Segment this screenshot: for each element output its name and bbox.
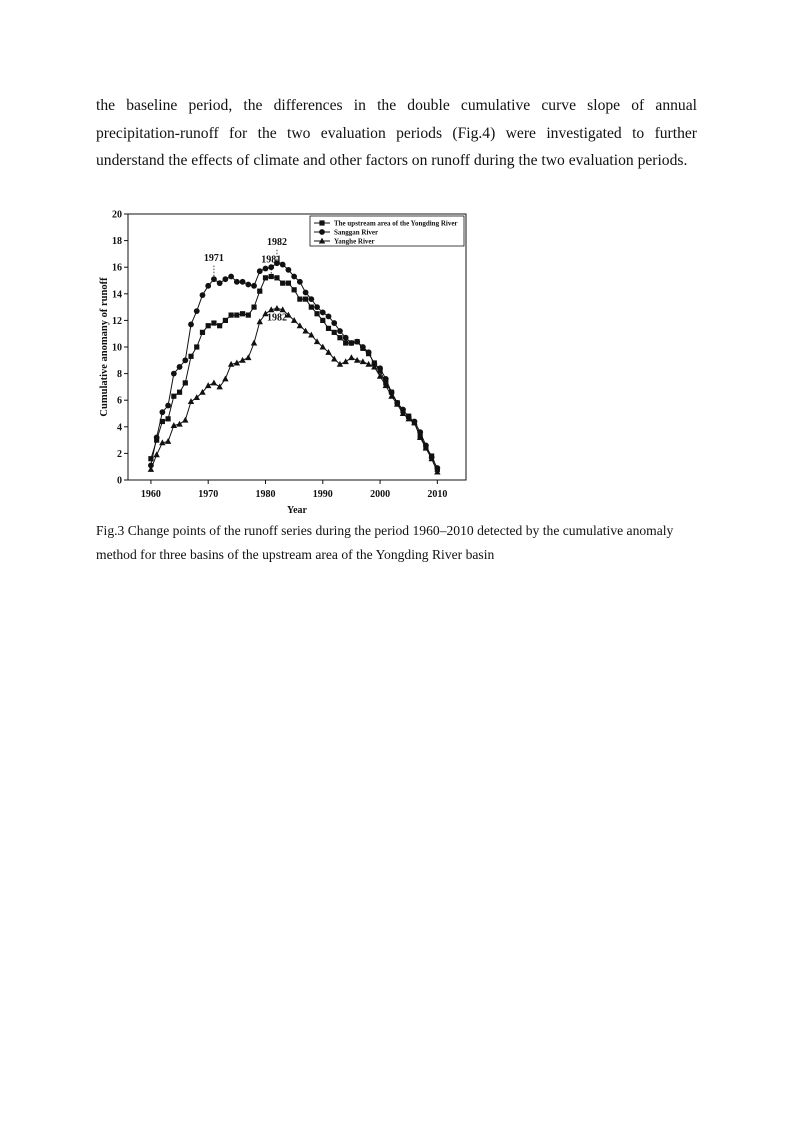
y-tick-label: 20 (112, 209, 122, 221)
data-point (194, 344, 199, 349)
y-tick-label: 14 (112, 289, 122, 301)
y-tick-label: 6 (117, 395, 122, 407)
data-point (303, 297, 308, 302)
data-point (360, 344, 366, 350)
data-point (257, 289, 262, 294)
data-point (251, 340, 257, 346)
data-point (263, 275, 268, 280)
annotation-label: 1982 (266, 312, 287, 324)
data-point (183, 380, 188, 385)
legend-marker (319, 229, 325, 235)
x-axis-label: Year (287, 505, 307, 514)
data-point (171, 394, 176, 399)
data-point (240, 311, 245, 316)
data-point (263, 266, 269, 272)
data-point (217, 280, 223, 286)
plot-frame (128, 214, 466, 480)
data-point (165, 438, 171, 444)
data-point (274, 275, 279, 280)
data-point (366, 349, 372, 355)
x-tick-label: 2000 (370, 489, 391, 500)
x-tick-label: 1960 (140, 489, 161, 500)
data-point (246, 312, 251, 317)
data-point (188, 398, 194, 404)
data-point (269, 274, 274, 279)
data-point (211, 380, 217, 386)
data-point (229, 312, 234, 317)
data-point (177, 364, 183, 370)
data-point (309, 305, 314, 310)
data-point (286, 281, 291, 286)
data-point (234, 279, 240, 285)
data-point (222, 376, 228, 382)
series-line (151, 277, 437, 470)
data-point (314, 304, 320, 310)
data-point (245, 282, 251, 288)
data-point (200, 330, 205, 335)
data-point (153, 451, 159, 457)
data-point (171, 371, 177, 377)
data-point (188, 354, 193, 359)
data-point (200, 292, 206, 298)
legend-label: Sanggan River (334, 228, 379, 237)
y-tick-label: 12 (112, 315, 122, 327)
annotation-label: 1981 (261, 254, 282, 266)
data-point (308, 332, 314, 338)
data-point (234, 360, 240, 366)
data-point (234, 312, 239, 317)
data-point (274, 305, 280, 311)
data-point (159, 409, 165, 415)
x-tick-label: 1970 (198, 489, 219, 500)
data-point (166, 416, 171, 421)
data-point (177, 390, 182, 395)
y-tick-label: 10 (112, 342, 122, 354)
data-point (228, 274, 234, 280)
data-point (251, 283, 257, 289)
data-point (182, 357, 188, 363)
data-point (354, 339, 360, 345)
x-tick-label: 1990 (312, 489, 333, 500)
series-line (151, 263, 437, 468)
data-point (292, 287, 297, 292)
data-point (251, 305, 256, 310)
data-point (182, 417, 188, 423)
data-point (217, 323, 222, 328)
data-point (377, 365, 383, 371)
data-point (349, 340, 355, 346)
data-point (343, 340, 348, 345)
legend-marker (319, 220, 324, 225)
data-point (326, 314, 332, 320)
data-point (194, 308, 200, 314)
data-point (205, 382, 211, 388)
data-point (348, 354, 354, 360)
figure-3 (96, 204, 476, 514)
legend-label: The upstream area of the Yongding River (334, 219, 458, 228)
data-point (342, 358, 348, 364)
data-point (291, 274, 297, 280)
data-point (154, 435, 160, 441)
data-point (314, 311, 319, 316)
data-point (331, 320, 337, 326)
data-point (286, 267, 292, 273)
series-line (151, 308, 437, 472)
data-point (245, 354, 251, 360)
data-point (343, 335, 349, 341)
data-point (337, 335, 342, 340)
series-square (148, 274, 440, 472)
y-tick-label: 2 (117, 448, 122, 460)
y-tick-label: 0 (117, 475, 122, 487)
data-point (223, 318, 228, 323)
data-point (211, 276, 217, 282)
data-point (354, 357, 360, 363)
figure-caption: Fig.3 Change points of the runoff series during the period 1960–2010 detected by the cumulative anomaly method for three basins of the upstream area of the Yongding River basin (96, 523, 674, 562)
data-point (365, 361, 371, 367)
annotation-label: 1971 (203, 253, 224, 265)
x-tick-label: 1980 (255, 489, 276, 500)
y-axis-label: Cumulative anomany of runoff (99, 277, 110, 417)
data-point (280, 281, 285, 286)
data-point (240, 279, 246, 285)
body-paragraph: the baseline period, the differences in the double cumulative curve slope of annual precipitation-runoff for the two evaluation periods (Fig.4) were investigated to further understand the effects of climate and other factors on runoff during the two evaluation periods. (96, 97, 697, 169)
y-tick-label: 18 (112, 236, 122, 248)
data-point (165, 403, 171, 409)
data-point (239, 357, 245, 363)
annotation-label: 1982 (266, 237, 287, 249)
data-point (205, 283, 211, 289)
data-point (222, 276, 228, 282)
data-point (320, 310, 326, 316)
y-tick-label: 16 (112, 262, 122, 274)
data-point (308, 296, 314, 302)
cumulative-anomaly-chart (96, 204, 476, 514)
series-triangle (148, 305, 441, 474)
data-point (320, 318, 325, 323)
data-point (211, 320, 216, 325)
data-point (297, 297, 302, 302)
x-tick-label: 2010 (427, 489, 448, 500)
data-point (297, 279, 303, 285)
legend-label: Yanghe River (334, 237, 375, 246)
y-tick-label: 4 (117, 422, 122, 434)
data-point (303, 290, 309, 296)
data-point (188, 321, 194, 327)
data-point (257, 268, 263, 274)
data-point (176, 421, 182, 427)
y-tick-label: 8 (117, 369, 122, 381)
data-point (206, 323, 211, 328)
data-point (337, 328, 343, 334)
data-point (332, 330, 337, 335)
data-point (383, 376, 389, 382)
data-point (326, 326, 331, 331)
